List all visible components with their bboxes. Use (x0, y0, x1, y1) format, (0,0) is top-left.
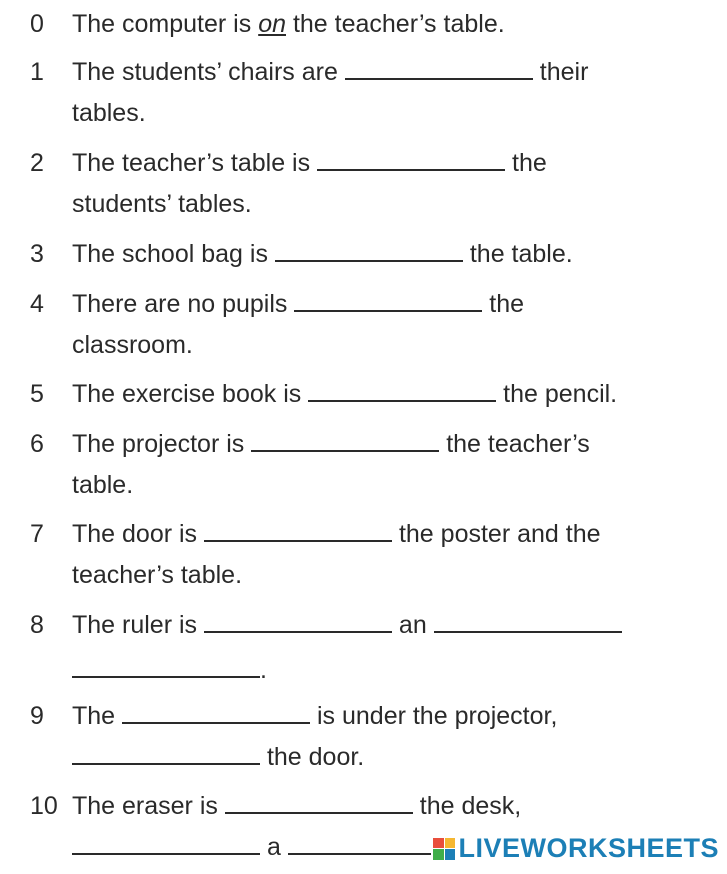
item-number: 5 (30, 380, 44, 408)
answer-blank[interactable] (72, 831, 260, 855)
item-number: 0 (30, 10, 44, 38)
liveworksheets-watermark (431, 833, 721, 864)
item-text: The teacher’s table is the (72, 149, 547, 177)
item-text-continued: the door. (72, 737, 364, 778)
answer-blank[interactable] (251, 428, 439, 452)
answer-blank[interactable] (308, 378, 496, 402)
item-text: There are no pupils the (72, 290, 525, 318)
liveworksheets-logo-icon (433, 838, 455, 860)
item-text-continued: students’ tables. (72, 190, 252, 218)
item-text-continued: classroom. (72, 331, 193, 359)
item-number: 4 (30, 290, 44, 318)
answer-blank[interactable] (204, 609, 392, 633)
item-text-continued: . (72, 650, 267, 691)
item-text: The exercise book is the pencil. (72, 380, 618, 408)
item-text-continued: teacher’s table. (72, 561, 243, 589)
item-text-continued: tables. (72, 99, 146, 127)
item-text: The projector is the teacher’s (72, 430, 590, 458)
item-number: 7 (30, 520, 44, 548)
item-number: 1 (30, 58, 44, 86)
answer-blank[interactable] (294, 288, 482, 312)
watermark-text: LIVEWORKSHEETS (458, 833, 719, 863)
answer-blank[interactable] (72, 741, 260, 765)
answer-blank[interactable] (317, 147, 505, 171)
answer-blank[interactable] (122, 700, 310, 724)
item-number: 6 (30, 430, 44, 458)
item-number: 2 (30, 149, 44, 177)
sample-answer: on (258, 10, 286, 38)
item-text-continued: a (72, 827, 476, 868)
answer-blank[interactable] (72, 654, 260, 678)
item-text: The ruler is an (72, 605, 622, 646)
item-number: 3 (30, 240, 44, 268)
item-number: 9 (30, 702, 44, 730)
item-number: 8 (30, 611, 44, 639)
item-text: The computer is on the teacher’s table. (72, 10, 505, 38)
item-text: The is under the projector, (72, 702, 558, 730)
item-text: The students’ chairs are their (72, 58, 589, 86)
answer-blank[interactable] (204, 518, 392, 542)
answer-blank[interactable] (434, 609, 622, 633)
answer-blank[interactable] (345, 56, 533, 80)
item-text: The school bag is the table. (72, 240, 573, 268)
answer-blank[interactable] (225, 790, 413, 814)
item-text: The door is the poster and the (72, 520, 601, 548)
item-text: The eraser is the desk, (72, 792, 522, 820)
item-text-continued: table. (72, 471, 134, 499)
answer-blank[interactable] (275, 238, 463, 262)
item-number: 10 (30, 792, 58, 820)
